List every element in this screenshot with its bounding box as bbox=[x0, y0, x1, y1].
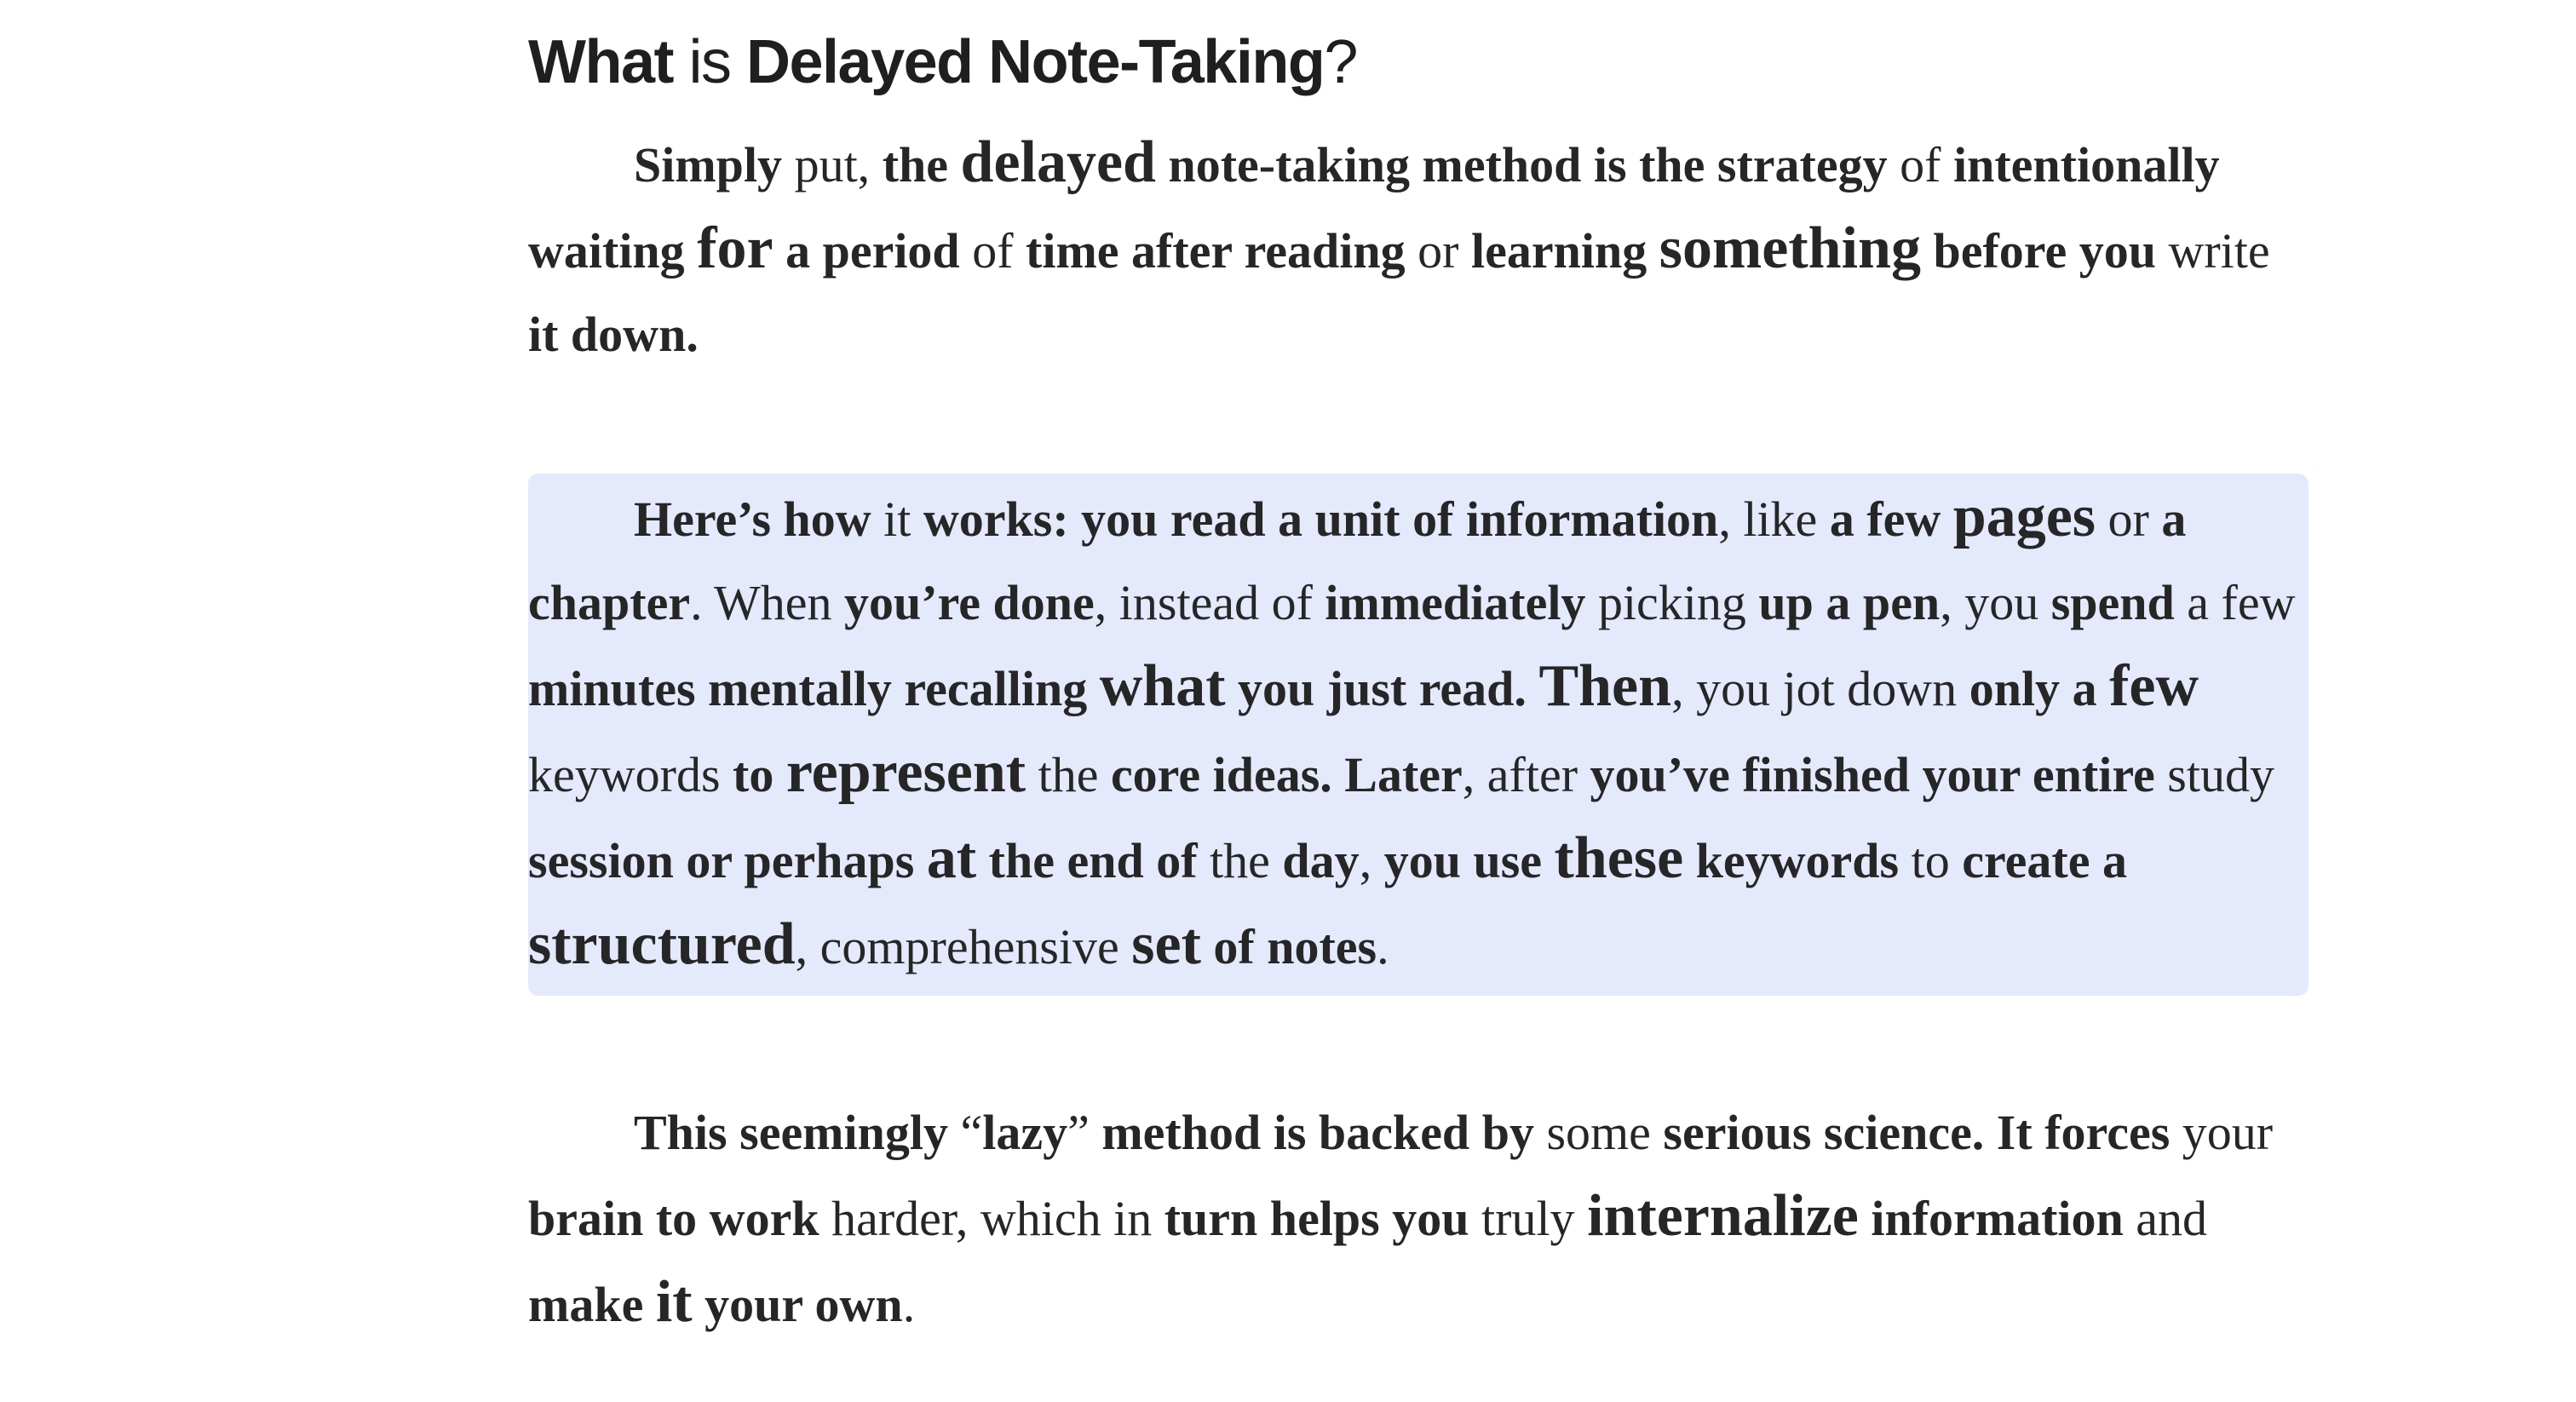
p2-text-run: create a bbox=[1962, 833, 2127, 888]
p3-text-run: lazy bbox=[982, 1105, 1068, 1160]
p2-text-run: a few bbox=[2174, 575, 2296, 630]
p3-text-run: internalize bbox=[1587, 1183, 1859, 1249]
p2-text-run: , after bbox=[1462, 747, 1590, 802]
p3-text-run: harder, which in bbox=[819, 1191, 1164, 1246]
p3-text-run: make bbox=[528, 1277, 656, 1332]
p2-text-run: . bbox=[1377, 919, 1389, 974]
p1-text-run: note-taking method is the strategy bbox=[1155, 137, 1888, 192]
p2-text-run: , you jot down bbox=[1671, 661, 1969, 716]
p2-text-run: up a pen bbox=[1758, 575, 1941, 630]
p2-text-run: day bbox=[1282, 833, 1360, 888]
p2-text-run: keywords bbox=[528, 747, 733, 802]
p2-text-run: , bbox=[1359, 833, 1384, 888]
p3-text-run: . bbox=[902, 1277, 916, 1332]
p3-text-run: This seemingly bbox=[634, 1105, 948, 1160]
p2-text-run: session or perhaps bbox=[528, 833, 927, 888]
p1-text-run: something bbox=[1659, 215, 1921, 281]
p2-text-run: structured bbox=[528, 911, 796, 977]
p1-text-run: of bbox=[1887, 137, 1953, 192]
p3-text-run: information bbox=[1858, 1191, 2124, 1246]
p2-text-run: , like bbox=[1718, 491, 1830, 547]
heading-part-qmark: ? bbox=[1324, 28, 1357, 96]
p2-text-run: to bbox=[1899, 833, 1963, 888]
p2-text-run: works: you read a unit of information bbox=[923, 491, 1719, 547]
paragraph-how-it-works-highlighted bbox=[528, 474, 2309, 996]
p2-text-run: picking bbox=[1585, 575, 1759, 630]
p3-text-run: turn helps you bbox=[1164, 1191, 1469, 1246]
p2-text-run: these bbox=[1554, 825, 1684, 891]
p2-text-run: you’ve finished your entire bbox=[1590, 747, 2155, 802]
p3-text-run: ” bbox=[1067, 1105, 1102, 1160]
p1-text-run: delayed bbox=[960, 129, 1156, 195]
p2-text-run: the bbox=[1197, 833, 1283, 888]
p2-text-run: to bbox=[733, 747, 786, 802]
p1-text-run: before you bbox=[1920, 223, 2156, 279]
p2-text-run: core ideas. Later bbox=[1110, 747, 1463, 802]
p1-text-run: write bbox=[2155, 223, 2270, 279]
p3-text-run: method is backed by bbox=[1101, 1105, 1534, 1160]
p3-text-run: it bbox=[655, 1269, 693, 1335]
p2-text-run: Here’s how bbox=[634, 491, 871, 547]
paragraph-definition bbox=[528, 121, 2309, 376]
p2-text-run: pages bbox=[1952, 484, 2096, 549]
p2-text-run: set bbox=[1131, 911, 1201, 977]
p2-text-run: you just read. bbox=[1225, 661, 1539, 716]
heading-part-what: What bbox=[528, 28, 673, 96]
p2-text-run: at bbox=[926, 825, 977, 891]
p2-text-run: , instead of bbox=[1094, 575, 1325, 630]
p1-text-run: Simply bbox=[634, 137, 783, 192]
p1-text-run: a period bbox=[773, 223, 960, 279]
p1-text-run: of bbox=[959, 223, 1026, 279]
p2-text-run: few bbox=[2109, 653, 2199, 719]
p1-text-run: learning bbox=[1470, 223, 1659, 279]
p1-text-run: for bbox=[697, 215, 773, 281]
p2-text-run: you’re done bbox=[844, 575, 1095, 630]
p2-text-run: , comprehensive bbox=[795, 919, 1132, 974]
heading-part-term: Delayed Note-Taking bbox=[745, 28, 1325, 96]
p3-text-run: truly bbox=[1469, 1191, 1588, 1246]
p3-text-run: serious science. It forces bbox=[1663, 1105, 2171, 1160]
section-heading bbox=[528, 15, 2334, 109]
paragraph-science bbox=[528, 1091, 2309, 1347]
article bbox=[528, 15, 2334, 1347]
p2-text-run: , you bbox=[1940, 575, 2051, 630]
p1-text-run: time after reading bbox=[1026, 223, 1406, 279]
p2-text-run: represent bbox=[785, 739, 1026, 805]
p1-text-run: the bbox=[882, 137, 961, 192]
p2-text-run: study bbox=[2154, 747, 2274, 802]
p3-text-run: some bbox=[1533, 1105, 1664, 1160]
p2-text-run: minutes mentally recalling bbox=[528, 661, 1100, 716]
p2-text-run: . When bbox=[690, 575, 845, 630]
p2-text-run: you use bbox=[1383, 833, 1555, 888]
p2-text-run: spend bbox=[2050, 575, 2175, 630]
p2-text-run: what bbox=[1099, 653, 1226, 719]
p2-text-run: a chapter bbox=[528, 491, 2187, 630]
p2-text-run: or bbox=[2096, 491, 2162, 547]
p3-text-run: and bbox=[2123, 1191, 2208, 1246]
p1-text-run: intentionally waiting bbox=[528, 137, 2220, 279]
p2-text-run: of notes bbox=[1200, 919, 1377, 974]
p2-text-run: it bbox=[871, 491, 923, 547]
p2-text-run: only bbox=[1969, 661, 2061, 716]
p2-text-run: keywords bbox=[1683, 833, 1900, 888]
p3-text-run: your own bbox=[692, 1277, 903, 1332]
p1-text-run: it down. bbox=[528, 307, 699, 362]
p2-text-run: the bbox=[1026, 747, 1111, 802]
p2-text-run: a few bbox=[1829, 491, 1953, 547]
p2-text-run: immediately bbox=[1325, 575, 1586, 630]
p3-text-run: your bbox=[2170, 1105, 2274, 1160]
p1-text-run: put, bbox=[782, 137, 883, 192]
heading-part-is: is bbox=[672, 28, 746, 96]
p3-text-run: brain to work bbox=[528, 1191, 819, 1246]
p2-text-run: a bbox=[2060, 661, 2110, 716]
p1-text-run: or bbox=[1405, 223, 1471, 279]
p2-text-run: the end of bbox=[976, 833, 1198, 888]
p2-text-run: Then bbox=[1538, 653, 1672, 719]
p3-text-run: “ bbox=[948, 1105, 983, 1160]
